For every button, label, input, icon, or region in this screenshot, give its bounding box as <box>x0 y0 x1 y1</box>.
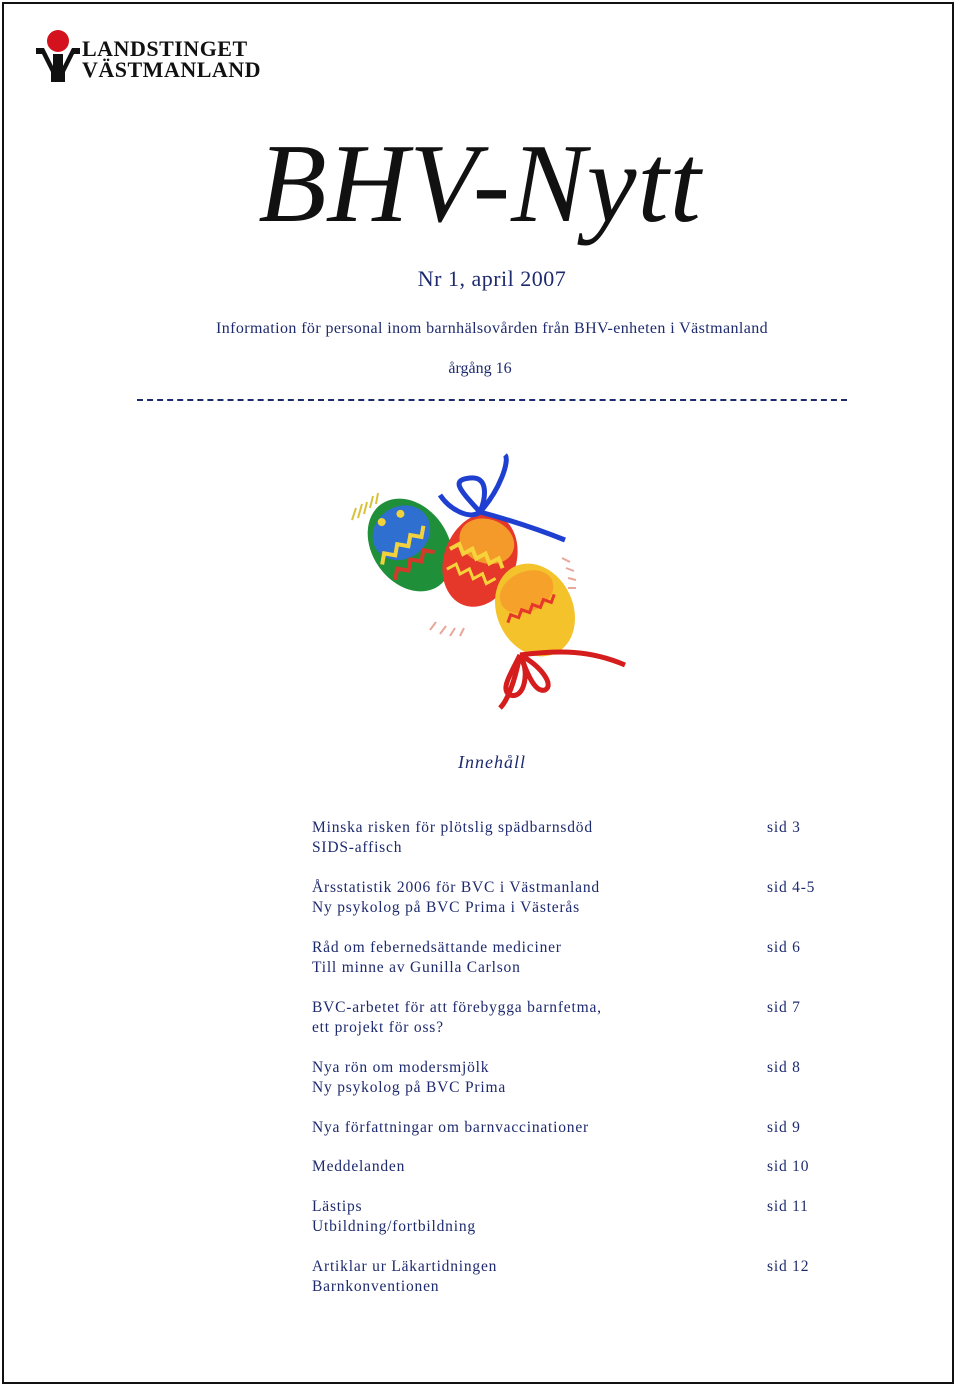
toc-entry-subtitle: Ny psykolog på BVC Prima i Västerås <box>312 899 580 916</box>
toc-entry-title: BVC-arbetet för att förebygga barnfetma, <box>312 999 602 1016</box>
toc-entry-page: sid 8 <box>767 1059 801 1076</box>
logo-line-1: LANDSTINGET <box>82 36 248 61</box>
logo-emblem-icon <box>34 28 82 84</box>
toc-entry <box>312 1058 832 1098</box>
logo-text <box>82 38 261 80</box>
toc-entry-page: sid 4-5 <box>767 879 816 896</box>
toc-entry-title: Minska risken för plötslig spädbarnsdöd <box>312 819 593 836</box>
newsletter-subtitle: Information för personal inom barnhälsovården från BHV-enheten i Västmanland <box>215 320 769 337</box>
toc-entry-title: Årsstatistik 2006 för BVC i Västmanland <box>312 879 600 896</box>
toc-entry-subtitle: SIDS-affisch <box>312 839 403 856</box>
toc-entry-page: sid 3 <box>767 819 801 836</box>
logo-line-2: VÄSTMANLAND <box>82 57 262 82</box>
toc-entry <box>312 1197 832 1237</box>
toc-entry <box>312 1257 832 1297</box>
toc-entry-subtitle: ett projekt för oss? <box>312 1019 444 1036</box>
toc-entry-subtitle: Barnkonventionen <box>312 1278 440 1295</box>
toc-entry <box>312 1118 832 1138</box>
toc-entry-title: Lästips <box>312 1198 363 1215</box>
toc-entry-page: sid 12 <box>767 1258 810 1275</box>
issue-number: Nr 1, april 2007 <box>417 266 567 291</box>
toc-heading: Innehåll <box>458 752 526 772</box>
toc-entry <box>312 1157 832 1177</box>
toc-entry-page: sid 9 <box>767 1119 801 1136</box>
toc-entry-page: sid 11 <box>767 1198 809 1215</box>
toc-entry-title: Meddelanden <box>312 1158 406 1175</box>
toc-entry <box>312 878 832 918</box>
toc-entry <box>312 818 832 858</box>
toc-entry-subtitle: Ny psykolog på BVC Prima <box>312 1079 507 1096</box>
toc-entry-page: sid 6 <box>767 939 801 956</box>
volume-label: årgång 16 <box>448 360 512 377</box>
landstinget-logo <box>34 28 262 84</box>
table-of-contents <box>312 818 832 1295</box>
toc-entry-page: sid 10 <box>767 1158 810 1175</box>
red-ribbon-icon <box>500 652 625 708</box>
toc-entry-subtitle: Utbildning/fortbildning <box>312 1218 476 1235</box>
toc-entry-title: Nya rön om modersmjölk <box>312 1059 490 1076</box>
toc-entry <box>312 938 832 978</box>
toc-entry-subtitle: Till minne av Gunilla Carlson <box>312 959 521 976</box>
toc-entry-title: Råd om febernedsättande mediciner <box>312 939 562 956</box>
toc-entry-title: Nya författningar om barnvaccinationer <box>312 1119 589 1136</box>
toc-entry-title: Artiklar ur Läkartidningen <box>312 1258 498 1275</box>
easter-eggs-illustration <box>340 450 640 710</box>
toc-entry <box>312 998 832 1038</box>
toc-entry-page: sid 7 <box>767 999 801 1016</box>
dashed-divider <box>137 399 847 401</box>
newsletter-title: BHV-Nytt <box>258 122 702 246</box>
